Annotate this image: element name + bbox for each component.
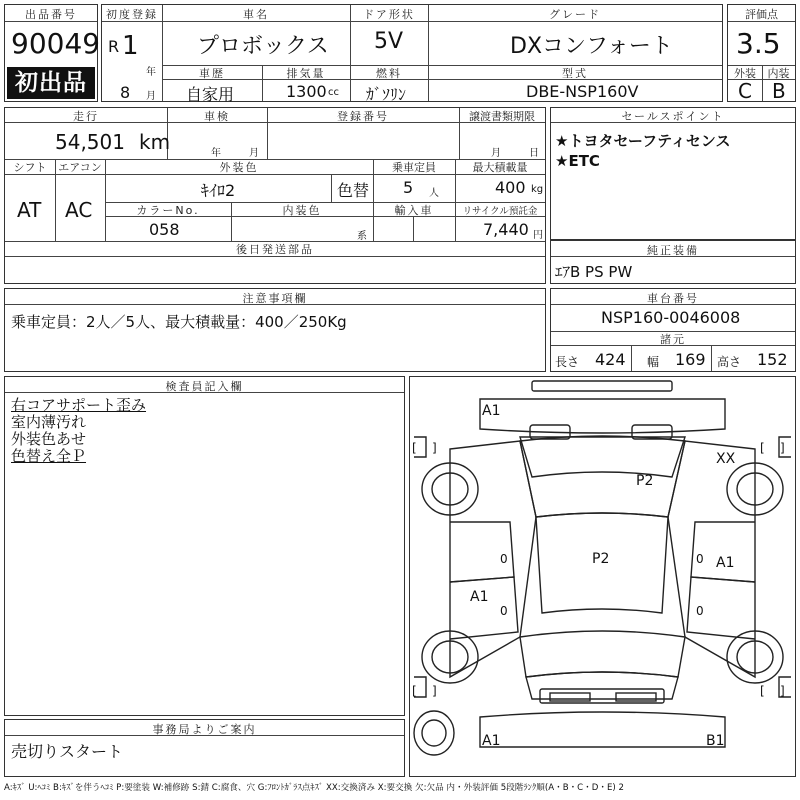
zero-mark: 0 — [696, 604, 704, 618]
seats-label: 乗車定員 — [392, 161, 436, 174]
score-label: 評価点 — [745, 8, 778, 21]
sales-point-item: ★ETC — [555, 152, 600, 170]
height: 152 — [757, 350, 788, 369]
door-type: 5V — [374, 29, 404, 54]
caution-text: 乗車定員：2人／5人、最大積載量：400／250Kg — [11, 313, 347, 331]
inspector-note: 室内薄汚れ — [11, 413, 87, 431]
shift: AT — [17, 198, 42, 222]
specs-box — [4, 107, 546, 284]
fuel: ｶﾞｿﾘﾝ — [366, 85, 407, 104]
car-info-box — [101, 4, 723, 102]
interior-color-unit: 系 — [357, 231, 367, 242]
recycle-label: リサイクル預託金 — [462, 206, 538, 217]
bracket-mark: [ ] — [760, 441, 785, 455]
grade: DXコンフォート — [510, 34, 673, 59]
bracket-mark: [ ] — [412, 684, 437, 698]
office-box — [4, 719, 405, 777]
recycle-fee: 7,440 — [483, 220, 529, 239]
length-label: 長さ — [555, 355, 580, 369]
car-condition-diagram — [410, 377, 795, 776]
transfer-month-unit: 月 — [491, 148, 501, 159]
color-change: 色替 — [337, 181, 370, 200]
inspector-note: 右コアサポート歪み — [11, 396, 147, 414]
lot-label: 出品番号 — [25, 8, 77, 21]
mileage-value: 54,501 — [55, 130, 125, 154]
score-value: 3.5 — [736, 27, 781, 60]
equipment-box — [550, 240, 796, 284]
sales-point-item: ★トヨタセーフティセンス — [555, 132, 731, 150]
displacement: 1300 — [286, 82, 327, 101]
zero-mark: 0 — [500, 552, 508, 566]
sales-points-label: セールスポイント — [621, 110, 725, 123]
car-name-label: 車名 — [243, 8, 269, 21]
damage-mark: P2 — [592, 551, 610, 567]
displacement-unit: cc — [328, 87, 339, 98]
office-label: 事務局よりご案内 — [152, 723, 257, 736]
bracket-mark: [ ] — [412, 441, 437, 455]
length: 424 — [595, 350, 626, 369]
color-no-label: カラーNo. — [136, 204, 200, 217]
damage-mark: A1 — [482, 733, 501, 749]
interior-score: B — [772, 79, 786, 103]
registration-month-unit: 月 — [146, 91, 156, 102]
history: 自家用 — [186, 85, 235, 104]
seats-unit: 人 — [429, 188, 439, 199]
exterior-label: 外装 — [734, 67, 756, 80]
history-label: 車歴 — [199, 67, 225, 80]
damage-mark: A1 — [716, 555, 735, 571]
recycle-unit: 円 — [533, 230, 543, 241]
exterior-color-label: 外装色 — [219, 161, 259, 174]
registration-month: 8 — [120, 83, 131, 102]
max-load-unit: kg — [531, 184, 544, 195]
chassis-box — [550, 288, 796, 372]
inspection-label: 車検 — [204, 110, 230, 123]
door-label: ドア形状 — [363, 8, 415, 21]
inspector-box — [4, 376, 405, 716]
inspection-year-unit: 年 — [211, 148, 221, 159]
sales-points-box — [550, 107, 796, 240]
dimensions-label: 諸元 — [660, 333, 686, 346]
transfer-docs-label: 譲渡書類期限 — [469, 110, 535, 123]
registration-number-label: 登録番号 — [337, 110, 389, 123]
damage-mark: P2 — [636, 473, 654, 489]
zero-mark: 0 — [500, 604, 508, 618]
inspector-note: 色替え全Ｐ — [11, 447, 87, 465]
car-name: プロボックス — [197, 34, 329, 59]
inspection-month-unit: 月 — [249, 148, 259, 159]
inspector-note: 外装色あせ — [11, 430, 87, 448]
exterior-score: C — [738, 79, 752, 103]
first-listing-badge: 初出品 — [7, 67, 95, 99]
registration-year-unit: 年 — [146, 67, 156, 78]
color-no: 058 — [149, 220, 180, 239]
max-load-label: 最大積載量 — [472, 161, 528, 174]
lot-number: 90049 — [11, 27, 101, 60]
model-label: 型式 — [562, 67, 588, 80]
lot-box — [4, 4, 101, 102]
registration-year: 1 — [122, 31, 139, 61]
equipment-value: ｴｱB PS PW — [555, 263, 633, 281]
damage-mark: B1 — [706, 733, 725, 749]
registration-era: R — [108, 37, 120, 56]
shift-label: シフト — [13, 161, 47, 174]
chassis-label: 車台番号 — [647, 292, 699, 305]
registration-label: 初度登録 — [106, 8, 158, 21]
interior-label: 内装 — [767, 67, 790, 80]
legend: A:ｷｽﾞ U:ﾍｺﾐ B:ｷｽﾞを伴うﾍｺﾐ P:要塗装 W:補修跡 S:錆 C:腐食、穴 G:ﾌﾛﾝﾄｶﾞﾗｽ点ｷｽﾞ XX:交換済み X:要交換 欠:欠品 内・外装評価 5段階ﾗﾝｸ順(A・B・C・D・E) 2 — [4, 783, 624, 793]
zero-mark: 0 — [696, 552, 704, 566]
mileage-unit: km — [139, 130, 171, 154]
office-text: 売切りスタート — [11, 742, 124, 761]
chassis-number: NSP160-0046008 — [601, 308, 741, 327]
damage-mark: XX — [716, 451, 736, 467]
caution-box — [4, 288, 546, 372]
grade-label: グレード — [549, 8, 601, 21]
ac: AC — [65, 198, 93, 222]
interior-color-label: 内装色 — [282, 204, 322, 217]
damage-mark: A1 — [482, 403, 501, 419]
transfer-day-unit: 日 — [529, 148, 539, 159]
height-label: 高さ — [717, 355, 742, 369]
displacement-label: 排気量 — [286, 67, 326, 80]
model: DBE-NSP160V — [526, 82, 639, 101]
import-label: 輸入車 — [394, 204, 434, 217]
max-load: 400 — [495, 178, 526, 197]
car-diagram-box — [409, 376, 796, 777]
mileage-label: 走行 — [73, 110, 99, 123]
damage-mark: A1 — [470, 589, 489, 605]
exterior-color: ｷｲﾛ2 — [201, 181, 236, 200]
seats: 5 — [403, 178, 414, 197]
width-label: 幅 — [647, 355, 660, 369]
score-box — [727, 4, 796, 102]
width: 169 — [675, 350, 706, 369]
fuel-label: 燃料 — [376, 67, 402, 80]
bracket-mark: [ ] — [760, 684, 785, 698]
ac-label: エアコン — [58, 161, 102, 174]
later-parts-label: 後日発送部品 — [236, 243, 314, 256]
caution-label: 注意事項欄 — [242, 292, 308, 305]
inspector-label: 検査員記入欄 — [165, 380, 244, 393]
equipment-label: 純正装備 — [647, 244, 699, 257]
